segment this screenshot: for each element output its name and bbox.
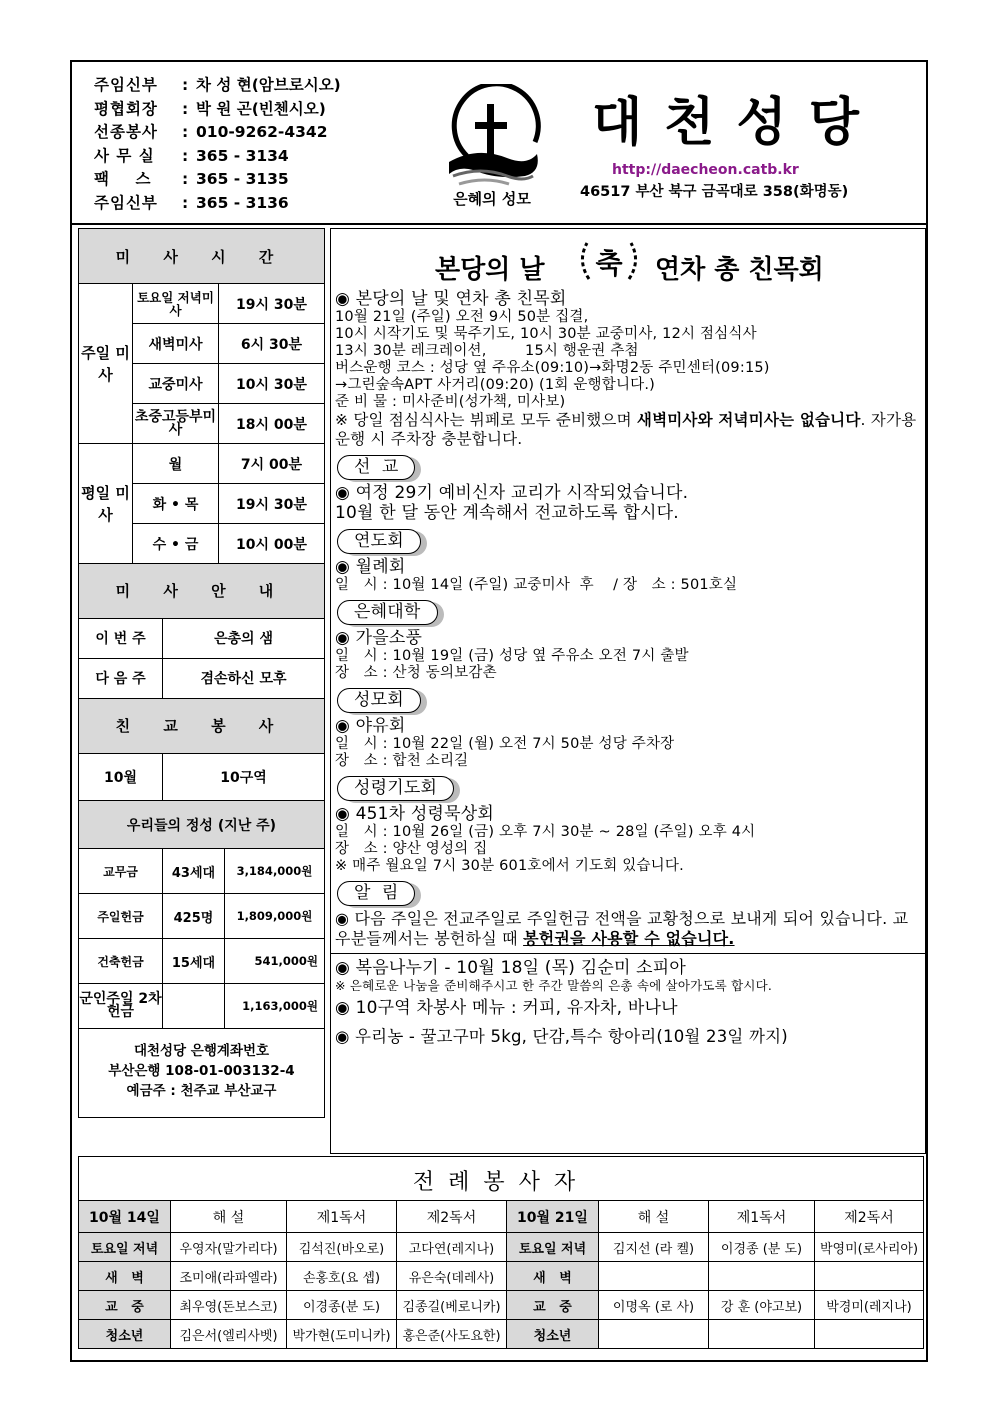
offering-amount: 1,809,000원 <box>225 894 325 939</box>
bank-number: 부산은행 108-01-003132-4 <box>108 1063 295 1079</box>
liturgy-header: 해 설 <box>171 1201 287 1233</box>
offering-title: 우리들의 정성 (지난 주) <box>79 801 325 849</box>
info-value: 365 - 3136 <box>196 193 289 212</box>
row-label: 토요일 저녁 <box>79 1233 171 1262</box>
table-cell: 손홍호(요 셉) <box>287 1262 397 1291</box>
row-label: 청소년 <box>79 1320 171 1349</box>
row-label: 교 중 <box>79 1291 171 1320</box>
table-cell: 고다연(레지나) <box>397 1233 507 1262</box>
table-cell: 박경미(레지나) <box>815 1291 924 1320</box>
service-title: 친 교 봉 사 <box>79 698 325 753</box>
mass-guide-title: 미 사 안 내 <box>79 563 325 618</box>
sunday-mass-label: 주일 미사 <box>79 284 133 444</box>
prayer-society-bullet: ◉ 월례회 <box>335 557 406 577</box>
info-key: 평협회장 <box>94 99 158 118</box>
section-mothers-pill: 성모회 <box>337 688 421 713</box>
table-cell: 이경종(분 도) <box>287 1291 397 1320</box>
row-label: 새 벽 <box>79 1262 171 1291</box>
table-row <box>79 1262 924 1291</box>
table-cell: 이경종 (분 도) <box>709 1233 815 1262</box>
info-value: 010-9262-4342 <box>196 123 328 141</box>
liturgy-header: 제2독서 <box>815 1201 924 1233</box>
section-announcement-pill: 알 림 <box>337 881 415 906</box>
info-key: 팩 스 <box>94 170 152 188</box>
liturgy-header: 10월 21일 <box>507 1201 599 1233</box>
liturgy-table <box>78 1200 924 1349</box>
mass-name: 새벽미사 <box>133 324 219 364</box>
holy-spirit-line: ※ 매주 월요일 7시 30분 601호에서 기도회 있습니다. <box>335 858 684 874</box>
holy-spirit-line: 장 소 : 양산 영성의 집 <box>335 841 488 857</box>
gospel-sharing: ◉ 복음나누기 - 10월 18일 (목) 김순미 소피아 <box>335 958 687 978</box>
mass-time: 18시 00분 <box>219 404 325 444</box>
grace-college-line: 장 소 : 산청 동의보감촌 <box>335 665 497 681</box>
bank-account <box>78 1029 325 1118</box>
guide-key: 이 번 주 <box>79 618 163 658</box>
contact-info: 주임신부 : 차 성 현(암브로시오) 평협회장 : 박 원 곤(빈첸시오) 선종봉사 : 010-9262-4342 사 무 실 : 365 - 3134 팩 스 : 365 - 3135 주임신부 : 365 - 3136 <box>94 74 341 215</box>
guide-value: 은총의 샘 <box>163 618 325 658</box>
mass-time: 7시 00분 <box>219 444 325 484</box>
bank-holder: 예금주 : 천주교 부산교구 <box>126 1083 277 1099</box>
service-month: 10월 <box>79 753 163 801</box>
mass-name: 수 • 금 <box>133 524 219 564</box>
row-label: 청소년 <box>507 1320 599 1349</box>
table-row <box>79 1320 924 1349</box>
table-row <box>79 1233 924 1262</box>
holy-spirit-line: 일 시 : 10월 26일 (금) 오후 7시 30분 ~ 28일 (주일) 오후 4시 <box>335 824 756 840</box>
liturgy-header: 10월 14일 <box>79 1201 171 1233</box>
info-key: 선종봉사 <box>94 123 158 141</box>
info-key: 주임신부 <box>94 193 158 212</box>
table-cell: 김석진(바오로) <box>287 1233 397 1262</box>
mass-name: 초중고등부미사 <box>133 404 219 444</box>
notice-title <box>335 229 921 289</box>
table-cell: 강 훈 (야고보) <box>709 1291 815 1320</box>
mass-time: 10시 00분 <box>219 524 325 564</box>
bulletin-frame <box>70 60 928 1362</box>
table-cell: 최우영(돈보스코) <box>171 1291 287 1320</box>
table-cell: 박가현(도미니카) <box>287 1320 397 1349</box>
mothers-line: 장 소 : 합천 소리길 <box>335 753 469 769</box>
offering-key: 건축헌금 <box>79 939 163 984</box>
mass-name: 월 <box>133 444 219 484</box>
notice-title-right: 연차 총 친목회 <box>655 255 824 285</box>
mothers-bullet: ◉ 야유회 <box>335 716 406 736</box>
table-cell: 김지선 (라 켈) <box>599 1233 709 1262</box>
gospel-sharing-note: ※ 은혜로운 나눔을 준비해주시고 한 주간 말씀의 은총 속에 살아가도록 합시다. <box>335 978 773 993</box>
table-cell: 유은숙(데레사) <box>397 1262 507 1291</box>
offering-key: 교무금 <box>79 849 163 894</box>
church-address: 46517 부산 북구 금곡대로 358(화명동) <box>580 184 849 200</box>
church-title: 대천성당 <box>592 93 881 153</box>
offering-count: 425명 <box>163 894 225 939</box>
logo-caption: 은혜의 성모 <box>453 190 531 208</box>
liturgy-section <box>78 1156 924 1349</box>
woorinong-notice: ◉ 우리농 - 꿀고구마 5kg, 단감,특수 항아리(10월 23일 까지) <box>335 1027 788 1046</box>
liturgy-title: 전례봉사자 <box>78 1156 924 1200</box>
prayer-society-line: 일 시 : 10월 14일 (주일) 교중미사 후 / 장 소 : 501호실 <box>335 577 738 593</box>
table-cell: 홍은준(사도요한) <box>397 1320 507 1349</box>
no-mass-note: 새벽미사와 저녁미사는 없습니다 <box>636 411 861 429</box>
info-value: 365 - 3135 <box>196 170 289 188</box>
offering-count: 15세대 <box>163 939 225 984</box>
liturgy-header: 해 설 <box>599 1201 709 1233</box>
service-group: 10구역 <box>163 753 325 801</box>
grace-college-bullet: ◉ 가을소풍 <box>335 628 423 648</box>
notice-line: 13시 30분 레크레이션, 15시 행운권 추첨 <box>335 343 639 359</box>
notice-line: →그린숲속APT 사거리(09:20) (1회 운행합니다.) <box>335 377 656 393</box>
mass-time: 10시 30분 <box>219 364 325 404</box>
section-grace-college-pill: 은혜대학 <box>337 600 438 625</box>
mass-name: 토요일 저녁미사 <box>133 284 219 324</box>
info-value: 차 성 현(암브로시오) <box>196 76 341 94</box>
mass-name: 교중미사 <box>133 364 219 404</box>
left-column <box>78 228 325 1118</box>
badge-text: 축 <box>595 247 623 280</box>
table-cell: 이명옥 (로 사) <box>599 1291 709 1320</box>
liturgy-header: 제2독서 <box>397 1201 507 1233</box>
mass-time: 19시 30분 <box>219 484 325 524</box>
table-cell: 김은서(엘리사벳) <box>171 1320 287 1349</box>
table-cell <box>599 1320 709 1349</box>
section-mission-pill: 선 교 <box>337 455 415 480</box>
guide-value: 겸손하신 모후 <box>163 658 325 698</box>
offering-count <box>163 984 225 1029</box>
row-label: 토요일 저녁 <box>507 1233 599 1262</box>
table-cell: 김종길(베로니카) <box>397 1291 507 1320</box>
guide-key: 다 음 주 <box>79 658 163 698</box>
liturgy-header: 제1독서 <box>287 1201 397 1233</box>
table-cell <box>709 1320 815 1349</box>
website-link[interactable]: http://daecheon.catb.kr <box>612 162 799 178</box>
table-cell: 박영미(로사리아) <box>815 1233 924 1262</box>
holy-spirit-bullet: ◉ 451차 성령묵상회 <box>335 804 495 824</box>
info-value: 365 - 3134 <box>196 146 289 165</box>
mass-schedule-table <box>78 228 325 564</box>
celebration-badge-icon <box>575 235 643 291</box>
mission-line: 10월 한 달 동안 계속해서 전교하도록 합시다. <box>335 503 679 523</box>
mission-bullet: ◉ 여정 29기 예비신자 교리가 시작되었습니다. <box>335 483 689 503</box>
notice-line: 10월 21일 (주일) 오전 9시 50분 집결, <box>335 309 589 325</box>
offering-table <box>78 800 325 1029</box>
table-cell <box>815 1262 924 1291</box>
announcement-text: ◉ 다음 주일은 전교주일로 주일헌금 전액을 교황청으로 보내게 되어 있습니다. 교우분들께서는 봉헌하실 때 <box>335 909 909 948</box>
info-key: 주임신부 <box>94 76 158 94</box>
offering-amount: 1,163,000원 <box>225 984 325 1029</box>
notice-title-left: 본당의 날 <box>435 255 545 285</box>
lunch-note: ※ 당일 점심식사는 뷔페로 모두 준비했으며 <box>335 411 637 429</box>
mass-time: 6시 30분 <box>219 324 325 364</box>
row-label: 교 중 <box>507 1291 599 1320</box>
parking-note: . 자가용 운행 시 주차장 충분합니다. <box>335 411 917 448</box>
table-cell <box>599 1262 709 1291</box>
section-prayer-society-pill: 연도회 <box>337 529 421 554</box>
table-cell: 조미애(라파엘라) <box>171 1262 287 1291</box>
offering-amount: 3,184,000원 <box>225 849 325 894</box>
mass-guide-table <box>78 563 325 802</box>
notice-line: 버스운행 코스 : 성당 옆 주유소(09:10)→화명2동 주민센터(09:15) <box>335 360 770 376</box>
tea-menu: ◉ 10구역 차봉사 메뉴 : 커피, 유자차, 바나나 <box>335 998 678 1018</box>
info-key: 사 무 실 <box>94 146 155 165</box>
notice-line: 준 비 물 : 미사준비(성가책, 미사보) <box>335 394 566 410</box>
table-cell <box>815 1320 924 1349</box>
offering-key: 군인주일 2차헌금 <box>79 984 163 1029</box>
weekday-mass-label: 평일 미사 <box>79 444 133 564</box>
liturgy-header: 제1독서 <box>709 1201 815 1233</box>
offering-key: 주일헌금 <box>79 894 163 939</box>
notice-column <box>330 228 926 1154</box>
notice-main-bullet: ◉ 본당의 날 및 연차 총 친목회 <box>335 289 567 309</box>
offering-amount: 541,000원 <box>225 939 325 984</box>
grace-college-line: 일 시 : 10월 19일 (금) 성당 옆 주유소 오전 7시 출발 <box>335 648 689 664</box>
table-cell: 우영자(말가리다) <box>171 1233 287 1262</box>
table-cell <box>709 1262 815 1291</box>
bank-title: 대천성당 은행계좌번호 <box>133 1043 270 1059</box>
notice-line: 10시 시작기도 및 묵주기도, 10시 30분 교중미사, 12시 점심식사 <box>335 326 757 342</box>
section-holy-spirit-pill: 성령기도회 <box>337 776 454 801</box>
row-label: 새 벽 <box>507 1262 599 1291</box>
offering-count: 43세대 <box>163 849 225 894</box>
mass-schedule-title: 미 사 시 간 <box>79 229 325 284</box>
header <box>72 62 926 225</box>
announcement-emphasis: 봉헌권을 사용할 수 없습니다. <box>523 929 735 948</box>
mothers-line: 일 시 : 10월 22일 (월) 오전 7시 50분 성당 주차장 <box>335 736 675 752</box>
table-row <box>79 1291 924 1320</box>
mass-name: 화 • 목 <box>133 484 219 524</box>
info-value: 박 원 곤(빈첸시오) <box>196 99 326 118</box>
mass-time: 19시 30분 <box>219 284 325 324</box>
